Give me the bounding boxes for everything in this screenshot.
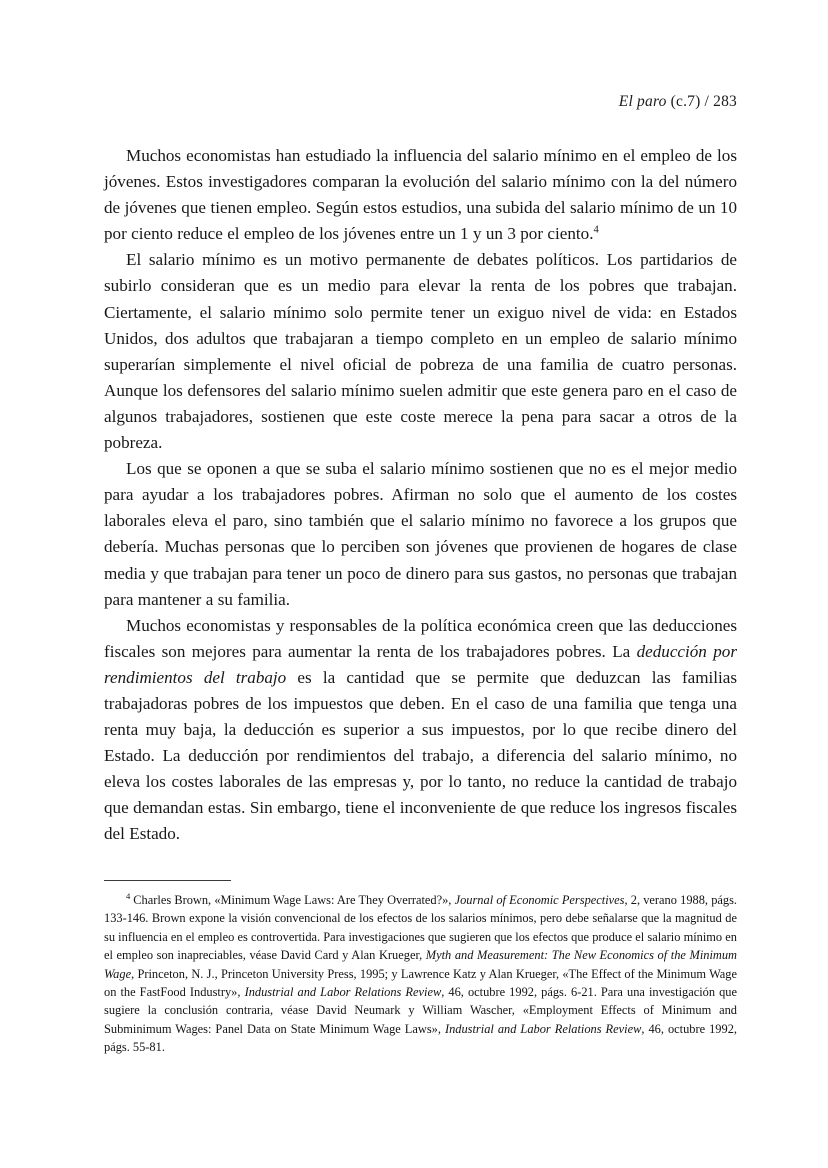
emphasized-term: Myth and Measurement: The New Economics of the Minimum Wage: [104, 948, 737, 981]
page-number: 283: [713, 93, 737, 110]
footnote-section: [104, 880, 737, 1057]
footnote-reference-marker: 4: [593, 224, 599, 236]
text-run: Los que se oponen a que se suba el salario mínimo sostienen que no es el mejor medio para ayudar a los trabajadores pobres. Afirman no solo que el aumento de los costes laborales eleva el paro, sino también que el salario mínimo no favorece a los grupos que debería. Muchas personas que lo perciben son jóvenes que provienen de hogares de clase media y que trabajan para tener un poco de dinero para sus gastos, no personas que trabajan para mantener a su familia.: [104, 459, 737, 609]
text-run: El salario mínimo es un motivo permanente de debates políticos. Los partidarios de subirlo consideran que es un medio para elevar la renta de los pobres que trabajan. Ciertamente, el salario mínimo solo permite tener un exiguo nivel de vida: en Estados Unidos, dos adultos que trabajaran a tiempo completo en un empleo de salario mínimo superarían simplemente el nivel oficial de pobreza de una familia de cuatro personas. Aunque los defensores del salario mínimo suelen admitir que este genera paro en el caso de algunos trabajadores, sostienen que este coste merece la pena para sacar a otros de la pobreza.: [104, 250, 737, 453]
running-head-title: El paro: [618, 93, 667, 110]
text-run: es la cantidad que se permite que deduzcan las familias trabajadoras pobres de los impuestos que deben. En el caso de una familia que tenga una renta muy baja, la deducción es superior a sus impuestos, por lo que recibe dinero del Estado. La deducción por rendimientos del trabajo, a diferencia del salario mínimo, no eleva los costes laborales de las empresas y, por lo tanto, no reduce la cantidad de trabajo que demandan estas. Sin embargo, tiene el inconveniente de que reduce los ingresos fiscales del Estado.: [104, 667, 738, 844]
paragraph-minimum-wage-youth-employment: [104, 143, 737, 247]
text-run: , 46, octubre 1992, págs. 6-21. Para una investigación que sugiere la conclusión contraria, véase David Neumark y William Wascher, «Employment Effects of Minimum and Subminimum Wages: Panel Data on State Minimum Wage Laws»,: [104, 985, 738, 1036]
paragraph-opponents-arguments: [104, 456, 737, 613]
footnote-entry: [104, 891, 737, 1057]
running-head: [104, 92, 737, 112]
running-head-chapter: (c.7): [666, 93, 701, 110]
emphasized-term: Industrial and Labor Relations Review: [444, 1021, 642, 1036]
footnote-number-marker: 4: [126, 890, 131, 901]
text-run: Muchos economistas y responsables de la política económica creen que las deducciones fiscales son mejores para aumentar la renta de los trabajadores pobres. La: [104, 615, 737, 661]
paragraph-political-debate: [104, 247, 737, 456]
text-run: Charles Brown, «Minimum Wage Laws: Are They Overrated?»,: [133, 893, 455, 907]
emphasized-term: deducción por rendimientos del trabajo: [104, 641, 737, 687]
text-run: Muchos economistas han estudiado la influencia del salario mínimo en el empleo de los jóvenes. Estos investigadores comparan la evolución del salario mínimo con la del número de jóvenes que tienen empleo. Según estos estudios, una subida del salario mínimo de un 10 por ciento reduce el empleo de los jóvenes entre un 1 y un 3 por ciento.: [104, 146, 737, 244]
emphasized-term: Journal of Economic Perspectives: [454, 893, 625, 907]
emphasized-term: Industrial and Labor Relations Review: [244, 985, 442, 1000]
text-run: , Princeton, N. J., Princeton University Press, 1995; y Lawrence Katz y Alan Krueger, «The Effect of the Minimum Wage on the FastFood Industry»,: [104, 966, 737, 1000]
paragraph-earned-income-tax-credit: [104, 613, 737, 848]
running-head-separator: /: [700, 93, 714, 110]
footnote-separator-rule: [104, 880, 231, 881]
text-run: , 2, verano 1988, págs. 133-146. Brown expone la visión convencional de los efectos de los salarios mínimos, pero debe señalarse que la magnitud de su influencia en el empleo es controvertida. Para investigaciones que sugieren que los efectos que produce el salario mínimo en el empleo son inapreciables, véase David Card y Alan Krueger,: [104, 893, 737, 963]
body-text: [104, 143, 737, 848]
text-run: , 46, octubre 1992, págs. 55-81.: [104, 1021, 737, 1055]
